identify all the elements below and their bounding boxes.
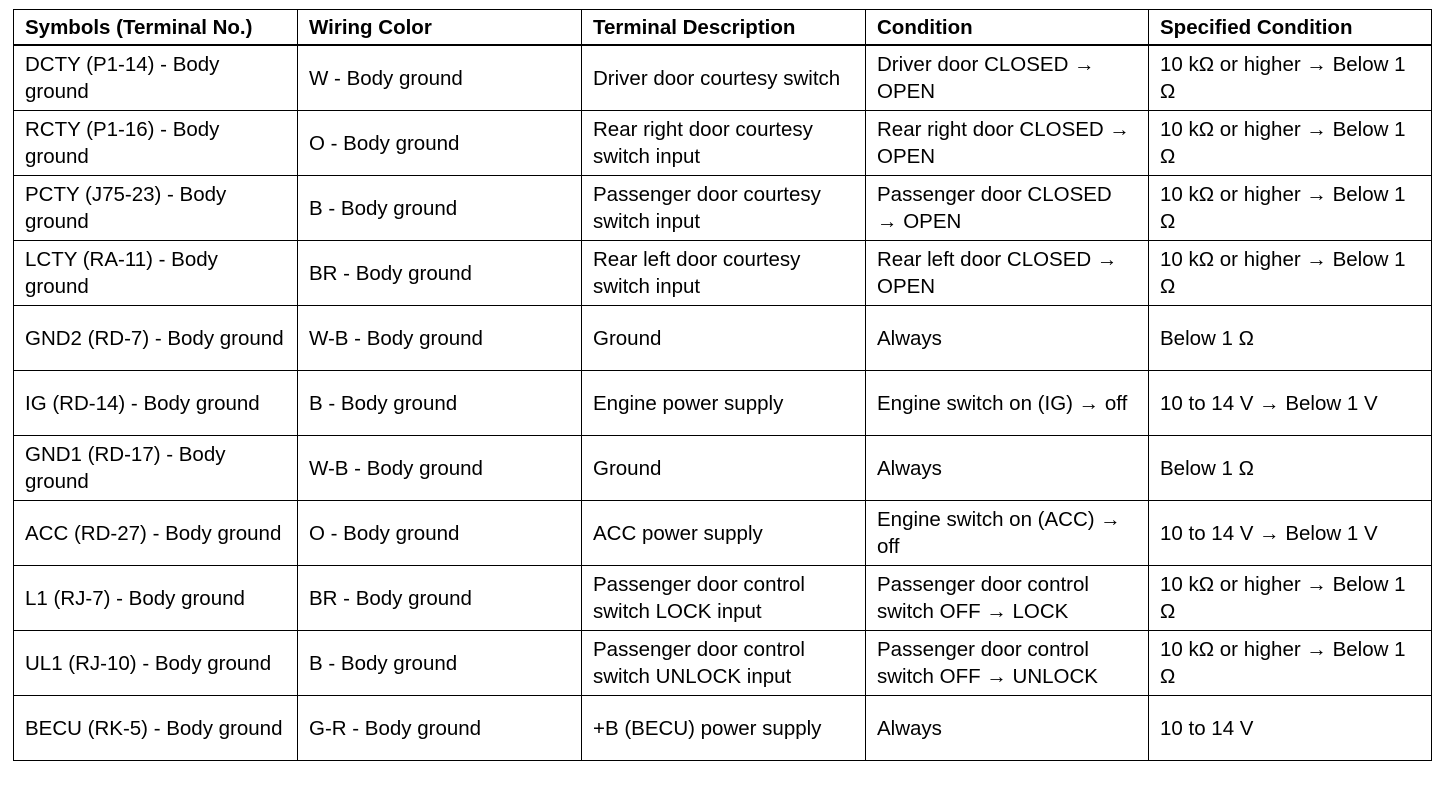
- cell-symbol: UL1 (RJ-10) - Body ground: [14, 631, 298, 696]
- cell-condition: Rear right door CLOSED → OPEN: [866, 111, 1149, 176]
- cell-wiring-color: O - Body ground: [298, 501, 582, 566]
- cell-specified-condition: 10 kΩ or higher → Below 1 Ω: [1149, 176, 1432, 241]
- table-row: [14, 371, 1432, 436]
- header-terminal-description: Terminal Description: [582, 10, 866, 46]
- cell-symbol: IG (RD-14) - Body ground: [14, 371, 298, 436]
- table-row: [14, 566, 1432, 631]
- cell-symbol: DCTY (P1-14) - Body ground: [14, 45, 298, 111]
- cell-wiring-color: W-B - Body ground: [298, 436, 582, 501]
- cell-condition: Always: [866, 306, 1149, 371]
- cell-wiring-color: W-B - Body ground: [298, 306, 582, 371]
- cell-description: ACC power supply: [582, 501, 866, 566]
- table-row: [14, 306, 1432, 371]
- cell-specified-condition: Below 1 Ω: [1149, 306, 1432, 371]
- cell-condition: Passenger door CLOSED → OPEN: [866, 176, 1149, 241]
- cell-wiring-color: BR - Body ground: [298, 241, 582, 306]
- cell-specified-condition: 10 kΩ or higher → Below 1 Ω: [1149, 241, 1432, 306]
- table-header: [14, 10, 1432, 46]
- cell-wiring-color: W - Body ground: [298, 45, 582, 111]
- table-row: [14, 176, 1432, 241]
- cell-description: Ground: [582, 436, 866, 501]
- cell-description: Passenger door courtesy switch input: [582, 176, 866, 241]
- cell-condition: Always: [866, 696, 1149, 761]
- cell-condition: Engine switch on (ACC) → off: [866, 501, 1149, 566]
- header-condition: Condition: [866, 10, 1149, 46]
- cell-condition: Always: [866, 436, 1149, 501]
- table-row: [14, 501, 1432, 566]
- cell-condition: Rear left door CLOSED → OPEN: [866, 241, 1149, 306]
- cell-wiring-color: B - Body ground: [298, 371, 582, 436]
- cell-condition: Engine switch on (IG) → off: [866, 371, 1149, 436]
- cell-wiring-color: B - Body ground: [298, 631, 582, 696]
- cell-symbol: GND1 (RD-17) - Body ground: [14, 436, 298, 501]
- cell-symbol: PCTY (J75-23) - Body ground: [14, 176, 298, 241]
- cell-description: +B (BECU) power supply: [582, 696, 866, 761]
- table-body: [14, 45, 1432, 761]
- cell-symbol: ACC (RD-27) - Body ground: [14, 501, 298, 566]
- cell-wiring-color: G-R - Body ground: [298, 696, 582, 761]
- header-wiring-color: Wiring Color: [298, 10, 582, 46]
- cell-symbol: GND2 (RD-7) - Body ground: [14, 306, 298, 371]
- table-row: [14, 111, 1432, 176]
- cell-description: Ground: [582, 306, 866, 371]
- cell-condition: Passenger door control switch OFF → UNLOCK: [866, 631, 1149, 696]
- cell-condition: Driver door CLOSED → OPEN: [866, 45, 1149, 111]
- cell-specified-condition: 10 kΩ or higher → Below 1 Ω: [1149, 45, 1432, 111]
- cell-description: Engine power supply: [582, 371, 866, 436]
- table-row: [14, 45, 1432, 111]
- cell-specified-condition: 10 to 14 V → Below 1 V: [1149, 371, 1432, 436]
- cell-wiring-color: B - Body ground: [298, 176, 582, 241]
- cell-specified-condition: 10 to 14 V: [1149, 696, 1432, 761]
- table-row: [14, 436, 1432, 501]
- cell-symbol: BECU (RK-5) - Body ground: [14, 696, 298, 761]
- cell-description: Passenger door control switch LOCK input: [582, 566, 866, 631]
- cell-description: Rear left door courtesy switch input: [582, 241, 866, 306]
- table-row: [14, 241, 1432, 306]
- cell-specified-condition: 10 kΩ or higher → Below 1 Ω: [1149, 566, 1432, 631]
- cell-symbol: LCTY (RA-11) - Body ground: [14, 241, 298, 306]
- cell-specified-condition: Below 1 Ω: [1149, 436, 1432, 501]
- cell-description: Passenger door control switch UNLOCK input: [582, 631, 866, 696]
- cell-specified-condition: 10 to 14 V → Below 1 V: [1149, 501, 1432, 566]
- cell-condition: Passenger door control switch OFF → LOCK: [866, 566, 1149, 631]
- cell-description: Rear right door courtesy switch input: [582, 111, 866, 176]
- table-row: [14, 696, 1432, 761]
- cell-symbol: L1 (RJ-7) - Body ground: [14, 566, 298, 631]
- header-symbols: Symbols (Terminal No.): [14, 10, 298, 46]
- header-row: [14, 10, 1432, 46]
- header-specified-condition: Specified Condition: [1149, 10, 1432, 46]
- table-row: [14, 631, 1432, 696]
- cell-wiring-color: O - Body ground: [298, 111, 582, 176]
- cell-wiring-color: BR - Body ground: [298, 566, 582, 631]
- cell-description: Driver door courtesy switch: [582, 45, 866, 111]
- cell-specified-condition: 10 kΩ or higher → Below 1 Ω: [1149, 111, 1432, 176]
- cell-symbol: RCTY (P1-16) - Body ground: [14, 111, 298, 176]
- cell-specified-condition: 10 kΩ or higher → Below 1 Ω: [1149, 631, 1432, 696]
- terminal-specification-table: [13, 9, 1432, 761]
